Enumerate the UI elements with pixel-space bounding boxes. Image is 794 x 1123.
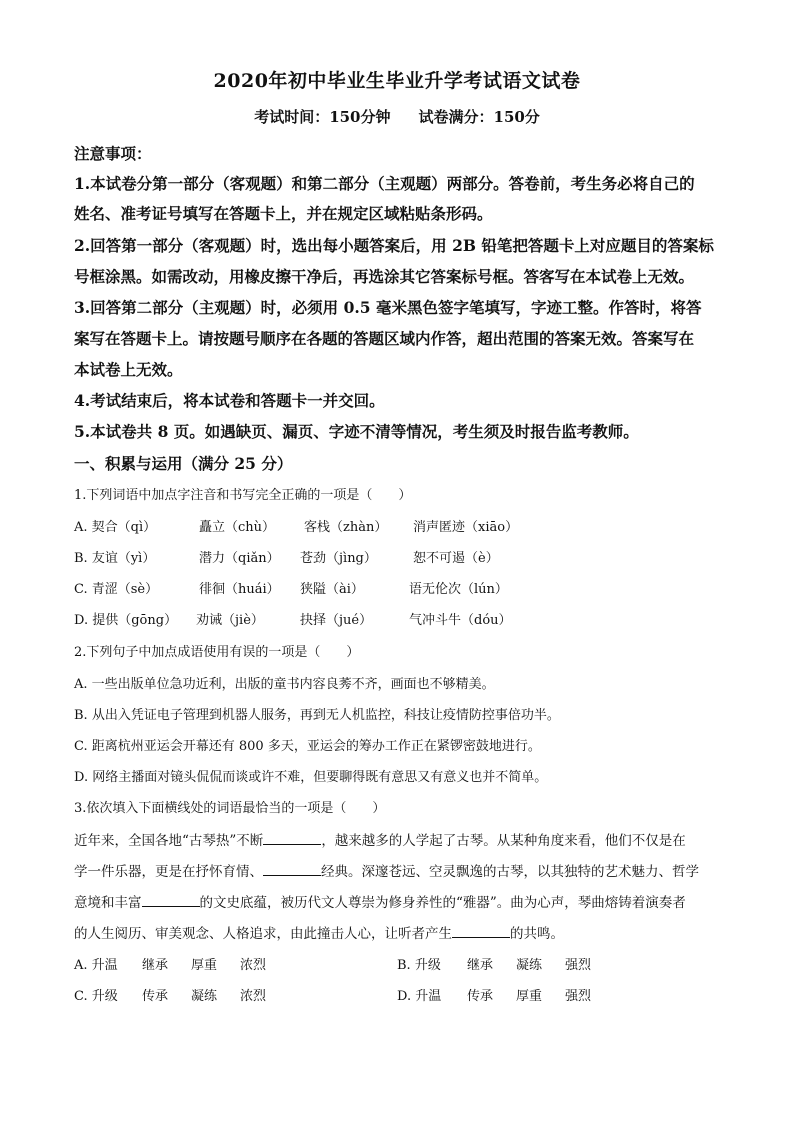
q2-option-a: A. 一些出版单位急功近利，出版的童书内容良莠不齐，画面也不够精美。	[74, 677, 495, 692]
q3-c-word1: C. 升级	[74, 989, 118, 1004]
q1-a-word3: 客栈（zhàn）	[304, 520, 388, 535]
answer-blank	[263, 832, 321, 845]
q1-a-word2: 矗立（chù）	[199, 520, 276, 535]
q3-a-word3: 厚重	[191, 958, 218, 973]
q1-a-word1: A. 契合（qì）	[74, 520, 157, 535]
exam-time: 考试时间：150分钟	[254, 108, 391, 126]
q3-passage-line: 学一件乐器，更是在抒怀育情、 经典。深邃苍远、空灵飘逸的古琴，以其独特的艺术魅力、哲学	[74, 864, 699, 880]
q3-d-word2: 传承	[467, 989, 494, 1004]
q1-d-word3: 抉择（jué）	[300, 613, 373, 628]
q3-c-word3: 凝练	[191, 989, 218, 1004]
notice-line: 本试卷上无效。	[74, 360, 183, 379]
q3-d-word1: D. 升温	[397, 989, 442, 1004]
q1-c-word4: 语无伦次（lún）	[409, 582, 508, 597]
q3-b-word3: 凝练	[516, 958, 543, 973]
q1-c-word3: 狭隘（ài）	[300, 582, 364, 597]
answer-blank	[142, 894, 200, 907]
q1-b-word1: B. 友谊（yì）	[74, 551, 156, 566]
notice-line: 案写在答题卡上。请按题号顺序在各题的答题区域内作答，超出范围的答案无效。答案写在	[74, 329, 695, 348]
notice-heading: 注意事项：	[74, 144, 152, 163]
notice-line: 5.本试卷共 8 页。如遇缺页、漏页、字迹不清等情况，考生须及时报告监考教师。	[74, 422, 639, 441]
q3-a-word4: 浓烈	[240, 958, 267, 973]
q1-d-word1: D. 提供（gōng）	[74, 613, 178, 628]
q3-a-word1: A. 升温	[74, 958, 118, 973]
q1-b-word2: 潜力（qiǎn）	[199, 551, 280, 566]
q3-c-word2: 传承	[142, 989, 169, 1004]
q1-d-word2: 劝诫（jiè）	[196, 613, 264, 628]
q1-b-word4: 恕不可遏（è）	[413, 551, 499, 566]
notice-line: 3.回答第二部分（主观题）时，必须用 0.5 毫米黑色签字笔填写，字迹工整。作答时，将答	[74, 298, 702, 317]
page-title: 2020年初中毕业生毕业升学考试语文试卷	[213, 70, 581, 92]
section-heading: 一、积累与运用（满分 25 分）	[74, 454, 293, 473]
question-2-stem: 2.下列句子中加点成语使用有误的一项是（ ）	[74, 645, 360, 660]
q3-b-word1: B. 升级	[397, 958, 441, 973]
q3-a-word2: 继承	[142, 958, 169, 973]
question-1-stem: 1.下列词语中加点字注音和书写完全正确的一项是（ ）	[74, 488, 412, 503]
q1-b-word3: 苍劲（jìng）	[300, 551, 377, 566]
notice-line: 1.本试卷分第一部分（客观题）和第二部分（主观题）两部分。答卷前，考生务必将自己的	[74, 174, 695, 193]
q3-b-word4: 强烈	[565, 958, 592, 973]
q3-d-word3: 厚重	[516, 989, 543, 1004]
q2-option-b: B. 从出入凭证电子管理到机器人服务，再到无人机监控，科技让疫情防控事倍功半。	[74, 708, 560, 723]
q3-d-word4: 强烈	[565, 989, 592, 1004]
q2-option-c: C. 距离杭州亚运会开幕还有 800 多天，亚运会的筹办工作正在紧锣密鼓地进行。	[74, 739, 541, 754]
q1-c-word2: 徘徊（huái）	[199, 582, 280, 597]
q1-c-word1: C. 青涩（sè）	[74, 582, 159, 597]
q1-d-word4: 气冲斗牛（dóu）	[409, 613, 512, 628]
answer-blank	[452, 925, 510, 938]
notice-line: 姓名、准考证号填写在答题卡上，并在规定区域粘贴条形码。	[74, 204, 493, 223]
exam-score: 试卷满分：150分	[418, 108, 540, 126]
q3-passage-line: 的人生阅历、审美观念、人格追求，由此撞击人心，让听者产生 的共鸣。	[74, 926, 564, 942]
q1-a-word4: 消声匿迹（xiāo）	[413, 520, 519, 535]
exam-info	[0, 106, 794, 127]
answer-blank	[263, 863, 321, 876]
notice-line: 2.回答第一部分（客观题）时，选出每小题答案后，用 2B 铅笔把答题卡上对应题目的答案标	[74, 236, 714, 255]
q3-passage-line: 近年来，全国各地“古琴热”不断 ，越来越多的人学起了古琴。从某种角度来看，他们不仅是在	[74, 833, 686, 849]
q3-b-word2: 继承	[467, 958, 494, 973]
q3-c-word4: 浓烈	[240, 989, 267, 1004]
q3-passage-line: 意境和丰富 的文史底蕴，被历代文人尊崇为修身养性的“雅器”。曲为心声，琴曲熔铸着演奏者	[74, 895, 686, 911]
question-3-stem: 3.依次填入下面横线处的词语最恰当的一项是（ ）	[74, 801, 386, 816]
notice-line: 号框涂黑。如需改动，用橡皮擦干净后，再选涂其它答案标号框。答客写在本试卷上无效。	[74, 267, 695, 286]
notice-line: 4.考试结束后，将本试卷和答题卡一并交回。	[74, 391, 385, 410]
q2-option-d: D. 网络主播面对镜头侃侃而谈或许不难，但要聊得既有意思又有意义也并不简单。	[74, 770, 548, 785]
